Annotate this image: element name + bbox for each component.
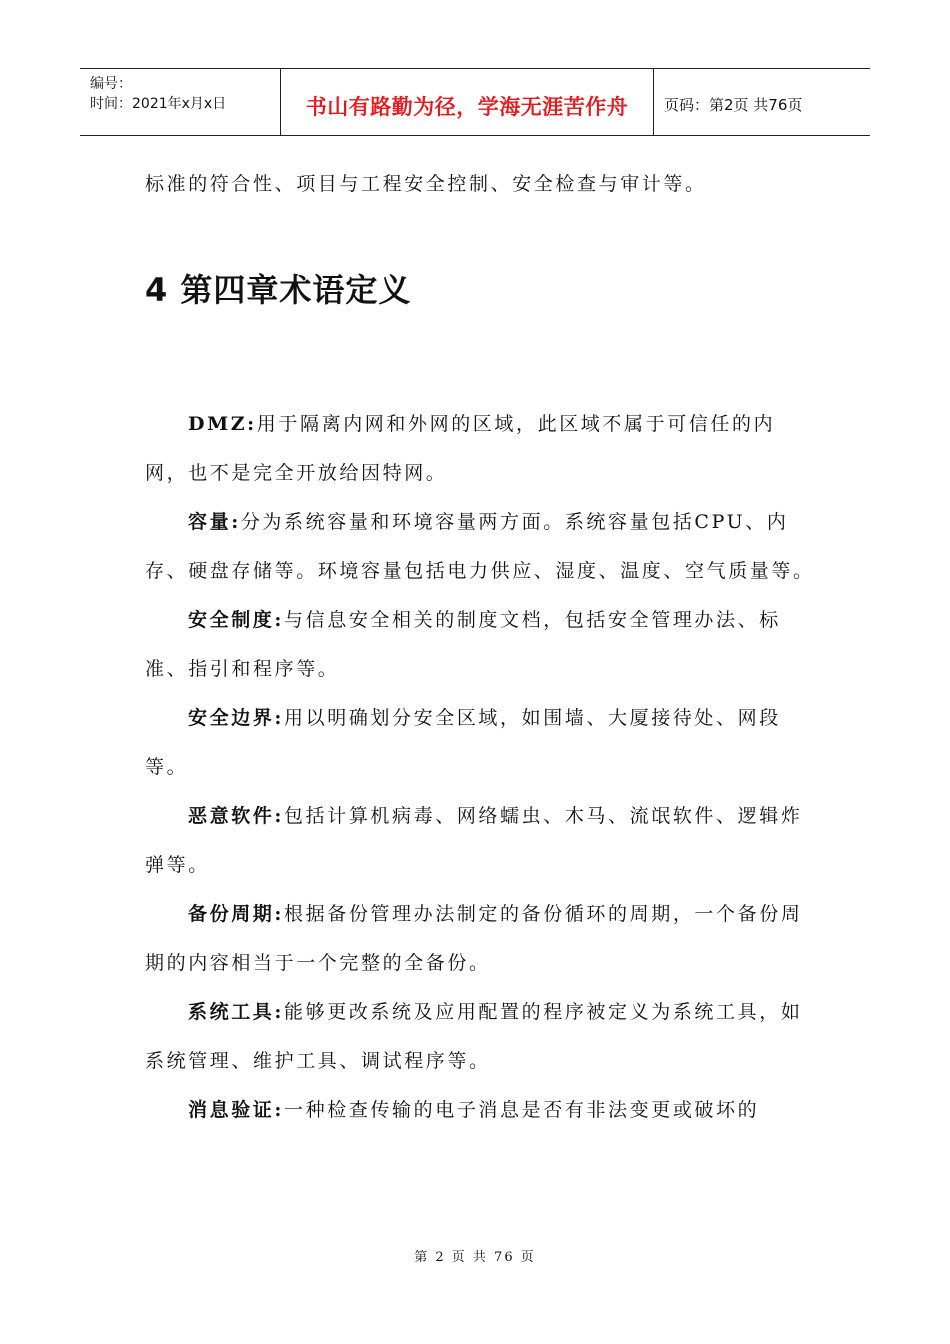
definition-item <box>145 400 815 498</box>
header-motto: 书山有路勤为径，学海无涯苦作舟 <box>305 95 629 119</box>
definition-item <box>145 1086 815 1135</box>
definition-text: 分为系统容量和环境容量两方面。系统容量包括CPU、内存、硬盘存储等。环境容量包括电力供应、湿度、温度、空气质量等。 <box>145 511 815 582</box>
definition-text: 用以明确划分安全区域，如围墙、大厦接待处、网段等。 <box>145 707 781 778</box>
document-body <box>145 160 815 1121</box>
definition-item <box>145 890 815 988</box>
definition-text: 与信息安全相关的制度文档，包括安全管理办法、标准、指引和程序等。 <box>145 609 781 680</box>
doc-time-label: 时间：2021年x月x日 <box>90 96 227 112</box>
header-motto-cell <box>281 69 654 135</box>
definition-term: 安全制度: <box>188 609 285 631</box>
page-header <box>80 68 870 136</box>
definition-term: 消息验证: <box>188 1099 285 1121</box>
definition-text: 根据备份管理办法制定的备份循环的周期，一个备份周期的内容相当于一个完整的全备份。 <box>145 903 803 974</box>
definition-term: DMZ: <box>188 413 257 435</box>
intro-tail-paragraph: 标准的符合性、项目与工程安全控制、安全检查与审计等。 <box>145 173 707 195</box>
definition-item <box>145 596 815 694</box>
definition-item <box>145 988 815 1086</box>
header-page-info: 页码：第2页 共76页 <box>664 96 803 114</box>
definition-item <box>145 694 815 792</box>
chapter-title: 4 第四章术语定义 <box>145 271 412 309</box>
definition-term: 系统工具: <box>188 1001 285 1023</box>
definition-term: 备份周期: <box>188 903 285 925</box>
definition-text: 包括计算机病毒、网络蠕虫、木马、流氓软件、逻辑炸弹等。 <box>145 805 803 876</box>
definition-item <box>145 792 815 890</box>
doc-number-label: 编号： <box>90 76 132 92</box>
definition-term: 恶意软件: <box>188 805 285 827</box>
header-meta-cell <box>80 69 281 135</box>
definition-item <box>145 498 815 596</box>
definition-text: 用于隔离内网和外网的区域，此区域不属于可信任的内网，也不是完全开放给因特网。 <box>145 413 776 484</box>
definition-term: 容量: <box>188 511 241 533</box>
definition-text: 能够更改系统及应用配置的程序被定义为系统工具，如系统管理、维护工具、调试程序等。 <box>145 1001 803 1072</box>
definition-text: 一种检查传输的电子消息是否有非法变更或破坏的 <box>284 1099 760 1121</box>
definition-term: 安全边界: <box>188 707 285 729</box>
page-footer: 第 2 页 共 76 页 <box>414 1250 536 1265</box>
definitions-list <box>145 400 815 1135</box>
header-page-cell <box>654 69 870 135</box>
